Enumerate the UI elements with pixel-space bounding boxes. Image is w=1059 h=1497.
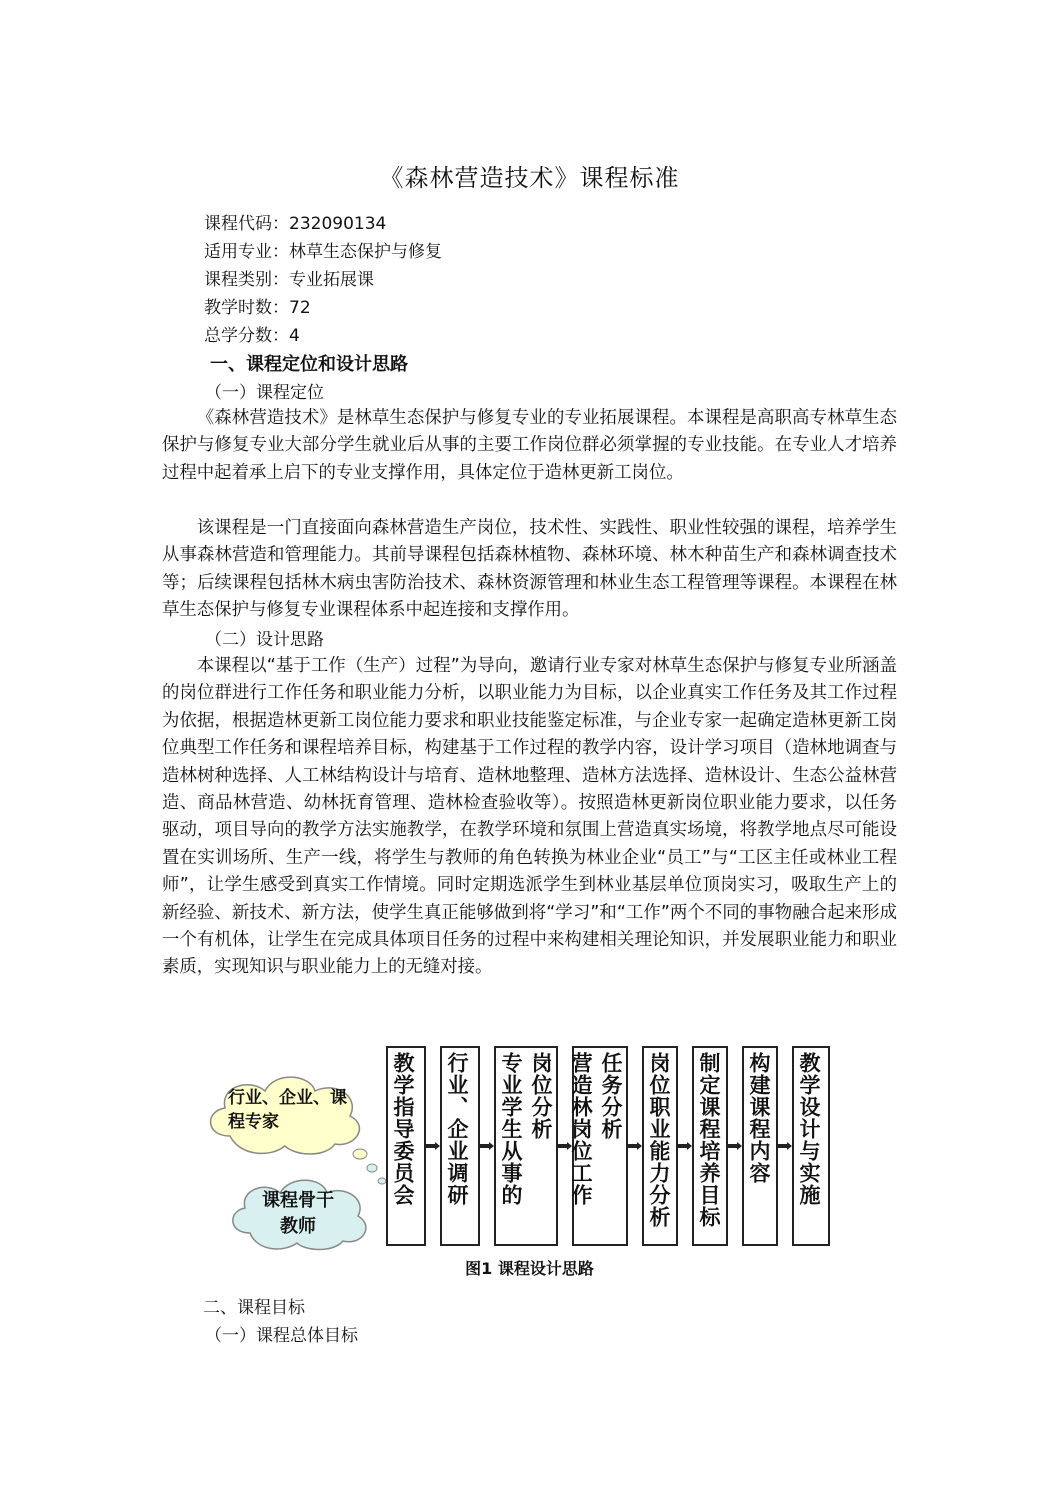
box-research (440, 1046, 480, 1246)
subheading-design: （二）设计思路 (205, 630, 324, 650)
arrow-2 (480, 1142, 494, 1150)
box-position-analysis (494, 1046, 558, 1246)
arrow-4 (628, 1142, 642, 1150)
box-task-analysis (569, 1046, 628, 1246)
box-committee (386, 1046, 426, 1246)
box-set-goals-label: 制定课程培养目标 (697, 1052, 722, 1228)
box-task-analysis-col1: 任务分析 (599, 1052, 624, 1140)
paragraph-design: 本课程以“基于工作（生产）过程”为导向，邀请行业专家对林草生态保护与修复专业所涵盖的岗位群进行工作任务和职业能力分析，以职业能力为目标，以企业真实工作任务及其工作过程为依据，根据造林更新工岗位能力要求和职业技能鉴定标准，与企业专家一起确定造林更新工岗位典型工作任务和课程培养目标，构建基于工作过程的教学内容，设计学习项目（造林地调查与造林树种选择、人工林结构设计与培育、造林地整理、造林方法选择、造林设计、生态公益林营造、商品林营造、幼林抚育管理、造林检查验收等）。按照造林更新岗位职业能力要求，以任务驱动，项目导向的教学方法实施教学，在教学环境和氛围上营造真实场境，将教学地点尽可能设置在实训场所、生产一线，将学生与教师的角色转换为林业企业“员工”与“工区主任或林业工程师”，让学生感受到真实工作情境。同时定期选派学生到林业基层单位顶岗实习，吸取生产上的新经验、新技术、新方法，使学生真正能够做到将“学习”和“工作”两个不同的事物融合起来形成一个有机体，让学生在完成具体项目任务的过程中来构建相关理论知识，并发展职业能力和职业素质，实现知识与职业能力上的无缝对接。 (162, 656, 897, 978)
subheading-positioning: （一）课程定位 (205, 383, 324, 403)
section-heading-1: 一、课程定位和设计思路 (210, 354, 408, 375)
arrow-1 (426, 1142, 440, 1150)
cloud-teachers-label: 课程骨干教师 (262, 1190, 334, 1237)
box-design-implement (792, 1046, 830, 1246)
box-build-content-label: 构建课程内容 (747, 1052, 772, 1184)
figure-caption: 图1 课程设计思路 (465, 1259, 594, 1278)
section-heading-2: 二、课程目标 (203, 1298, 305, 1318)
box-set-goals (692, 1046, 728, 1246)
document-title: 《森林营造技术》课程标准 (379, 164, 680, 192)
box-task-analysis-col2: 营造林岗位工作 (569, 1052, 594, 1206)
paragraph-positioning-1: 《森林营造技术》是林草生态保护与修复专业的专业拓展课程。本课程是高职高专林草生态保护与修复专业大部分学生就业后从事的主要工作岗位群必须掌握的专业技能。在专业人才培养过程中起着承上启下的专业支撑作用，具体定位于造林更新工岗位。 (162, 408, 897, 483)
meta-hours: 教学时数：72 (204, 298, 311, 318)
course-design-diagram (200, 1036, 840, 1256)
box-ability-analysis (642, 1046, 678, 1246)
paragraph-positioning-2: 该课程是一门直接面向森林营造生产岗位，技术性、实践性、职业性较强的课程，培养学生从事森林营造和管理能力。其前导课程包括森林植物、森林环境、林木种苗生产和森林调查技术等；后续课程包括林木病虫害防治技术、森林资源管理和林业生态工程管理等课程。本课程在林草生态保护与修复专业课程体系中起连接和支撑作用。 (162, 518, 897, 621)
box-build-content (742, 1046, 778, 1246)
box-position-analysis-col1: 岗位分析 (529, 1052, 554, 1140)
arrow-6 (728, 1142, 742, 1150)
arrow-5 (678, 1142, 692, 1150)
meta-major: 适用专业：林草生态保护与修复 (204, 242, 442, 262)
box-committee-label: 教学指导委员会 (391, 1052, 416, 1206)
meta-course-code: 课程代码：232090134 (204, 214, 387, 234)
box-design-implement-label: 教学设计与实施 (797, 1052, 822, 1206)
box-research-label: 行业、企业调研 (445, 1052, 470, 1206)
arrow-7 (778, 1142, 792, 1150)
meta-credits: 总学分数：4 (204, 326, 300, 346)
cloud-experts-label: 行业、企业、课程专家 (228, 1088, 347, 1132)
box-position-analysis-col2: 专业学生从事的 (499, 1052, 524, 1206)
subheading-overall-goal: （一）课程总体目标 (205, 1326, 358, 1346)
meta-category: 课程类别：专业拓展课 (204, 270, 374, 290)
box-ability-analysis-label: 岗位职业能力分析 (647, 1052, 672, 1228)
